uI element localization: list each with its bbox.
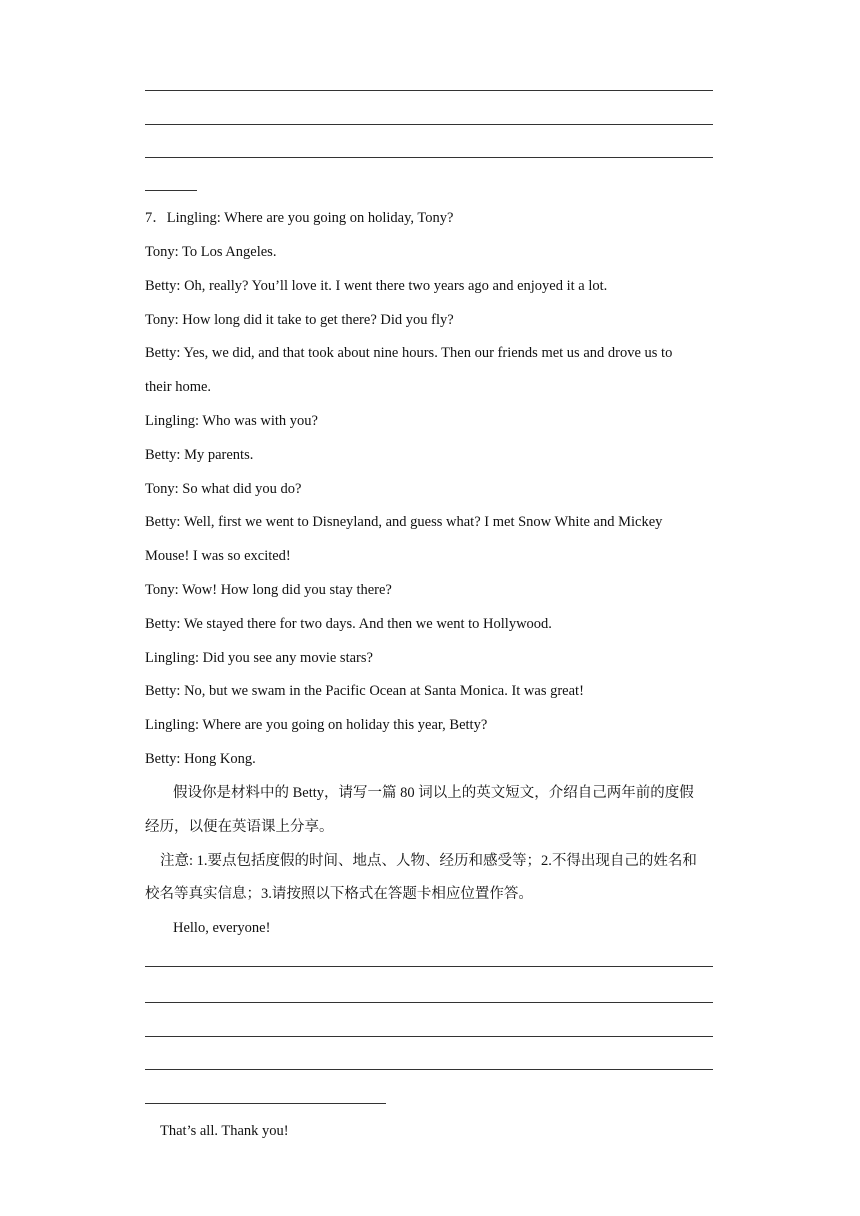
dialogue-line: Betty: Well, first we went to Disneyland, and guess what? I met Snow White and Mickey — [145, 514, 663, 530]
dialogue-line: Betty: Hong Kong. — [145, 751, 256, 767]
speaker: Betty — [145, 683, 177, 699]
line-text: Hong Kong. — [184, 751, 256, 767]
dialogue-continuation: their home. — [145, 379, 212, 395]
essay-opening: Hello, everyone! — [173, 920, 271, 936]
line-text: Did you see any movie stars? — [202, 650, 373, 666]
essay-closing: That’s all. Thank you! — [160, 1123, 289, 1139]
dialogue-line: Tony: How long did it take to get there? Did you fly? — [145, 312, 454, 328]
speaker: Betty — [145, 278, 177, 294]
dialogue-line: Betty: We stayed there for two days. And then we went to Hollywood. — [145, 616, 552, 632]
line-text: Where are you going on holiday, Tony? — [224, 210, 454, 226]
writing-line — [145, 1069, 713, 1070]
answer-line-end — [145, 190, 197, 191]
speaker: Betty — [145, 751, 177, 767]
speaker: Betty — [145, 345, 177, 361]
dialogue-line: Tony: So what did you do? — [145, 481, 302, 497]
writing-line-end — [145, 1103, 386, 1104]
line-text: Who was with you? — [202, 413, 318, 429]
speaker: Tony — [145, 582, 175, 598]
answer-line — [145, 124, 713, 125]
dialogue-line: Betty: Oh, really? You’ll love it. I went there two years ago and enjoyed it a lot. — [145, 278, 608, 294]
speaker: Tony — [145, 244, 175, 260]
speaker: Lingling — [145, 650, 195, 666]
dialogue-continuation: Mouse! I was so excited! — [145, 548, 291, 564]
speaker: Betty — [145, 514, 177, 530]
speaker: Betty — [145, 616, 177, 632]
speaker: Lingling — [145, 413, 195, 429]
answer-line — [145, 90, 713, 91]
dialogue-line: Lingling: Did you see any movie stars? — [145, 650, 373, 666]
dialogue-line: Betty: Yes, we did, and that took about nine hours. Then our friends met us and drove us to — [145, 345, 673, 361]
dialogue-line: Lingling: Who was with you? — [145, 413, 318, 429]
speaker: Lingling — [166, 210, 217, 226]
question-first-line: 7．Lingling: Where are you going on holiday, Tony? — [145, 210, 454, 226]
task-instruction-line2: 经历，以便在英语课上分享。 — [145, 819, 334, 835]
question-number: 7． — [145, 210, 167, 226]
line-text: Oh, really? You’ll love it. I went there two years ago and enjoyed it a lot. — [184, 278, 608, 294]
line-text: Yes, we did, and that took about nine hours. Then our friends met us and drove us to — [183, 345, 673, 361]
speaker: Tony — [145, 481, 175, 497]
speaker: Tony — [145, 312, 175, 328]
line-text: So what did you do? — [182, 481, 302, 497]
line-text: My parents. — [184, 447, 254, 463]
speaker: Betty — [145, 447, 177, 463]
task-instruction-line1: 假设你是材料中的 Betty，请写一篇 80 词以上的英文短文，介绍自己两年前的度假 — [173, 785, 694, 801]
task-notes-line1: 注意: 1.要点包括度假的时间、地点、人物、经历和感受等；2.不得出现自己的姓名和 — [160, 853, 697, 869]
line-text: No, but we swam in the Pacific Ocean at Santa Monica. It was great! — [184, 683, 584, 699]
line-text: How long did it take to get there? Did you fly? — [182, 312, 454, 328]
dialogue-line: Tony: To Los Angeles. — [145, 244, 277, 260]
dialogue-line: Lingling: Where are you going on holiday this year, Betty? — [145, 717, 488, 733]
writing-line — [145, 966, 713, 967]
dialogue-line: Tony: Wow! How long did you stay there? — [145, 582, 392, 598]
writing-line — [145, 1036, 713, 1037]
writing-line — [145, 1002, 713, 1003]
speaker: Lingling — [145, 717, 195, 733]
line-text: Where are you going on holiday this year, Betty? — [202, 717, 488, 733]
line-text: We stayed there for two days. And then we went to Hollywood. — [183, 616, 552, 632]
line-text: To Los Angeles. — [182, 244, 277, 260]
dialogue-line: Betty: No, but we swam in the Pacific Ocean at Santa Monica. It was great! — [145, 683, 584, 699]
line-text: Well, first we went to Disneyland, and guess what? I met Snow White and Mickey — [183, 514, 663, 530]
answer-line — [145, 157, 713, 158]
dialogue-line: Betty: My parents. — [145, 447, 254, 463]
task-notes-line2: 校名等真实信息；3.请按照以下格式在答题卡相应位置作答。 — [145, 886, 533, 902]
line-text: Wow! How long did you stay there? — [182, 582, 392, 598]
